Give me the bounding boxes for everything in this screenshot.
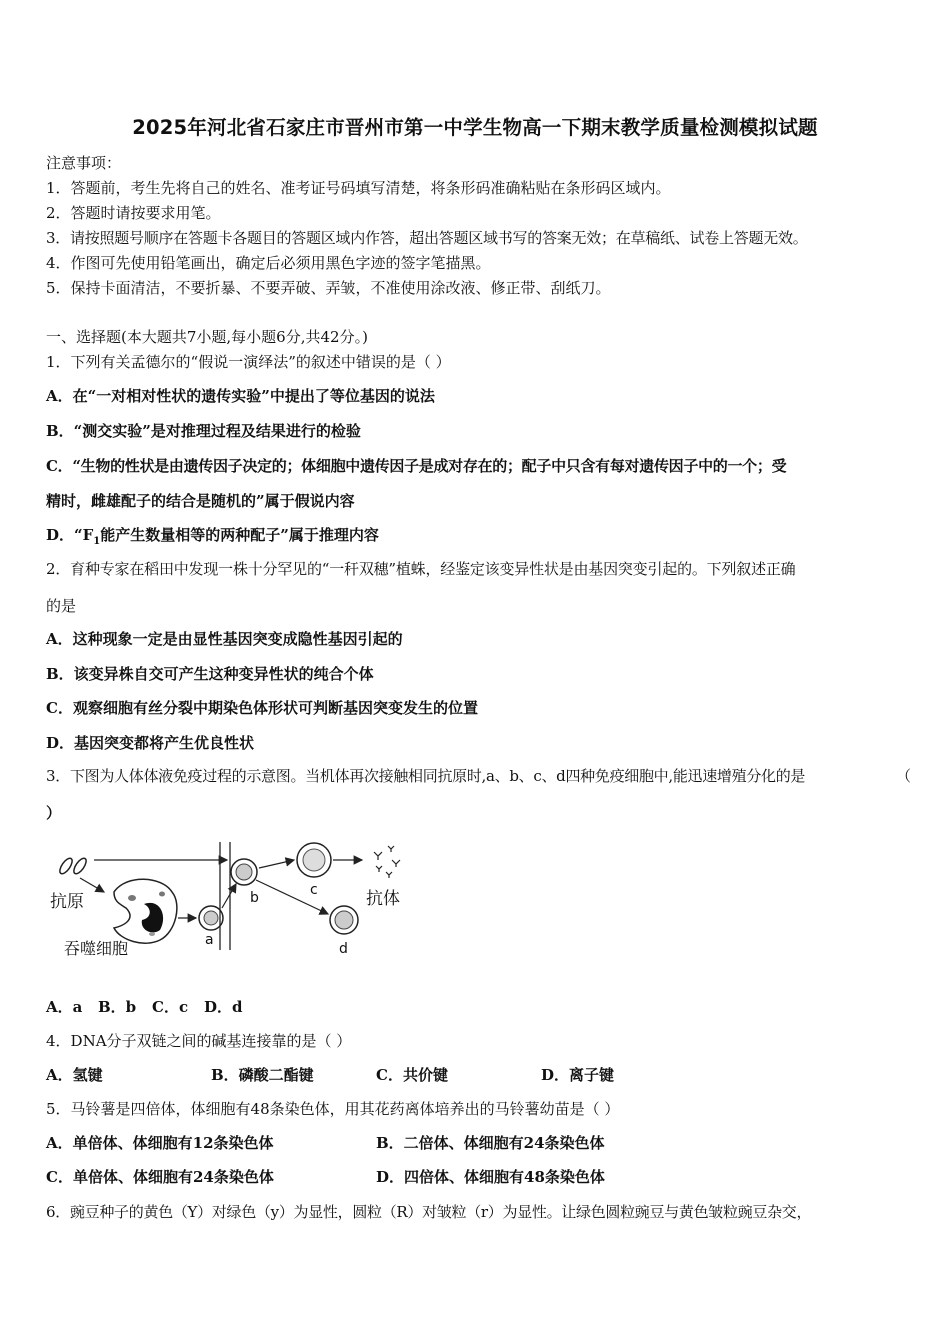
antigen-shape (58, 856, 89, 875)
q5-stem: 5．马铃薯是四倍体，体细胞有48条染色体，用其花药离体培养出的马铃薯幼苗是（ ） (46, 1100, 620, 1118)
q3-stem-line2: ） (46, 804, 62, 822)
notice-heading: 注意事项： (46, 154, 122, 172)
q3-option-c: C．c (152, 998, 189, 1016)
label-c: c (310, 882, 318, 898)
q3-option-a: A．a (46, 998, 83, 1016)
label-antigen: 抗原 (50, 892, 84, 912)
exam-title: 2025年河北省石家庄市晋州市第一中学生物高一下期末教学质量检测模拟试题 (132, 116, 818, 139)
immune-diagram-svg (44, 832, 414, 972)
q2-stem-line1: 2．育种专家在稻田中发现一株十分罕见的“一秆双穗”植蛛，经鉴定该变异性状是由基因突变引起的。下列叙述正确 (46, 560, 796, 578)
q1-option-d-pre: D．“F (46, 526, 94, 544)
q1-option-d-post: 能产生数量相等的两种配子”属于推理内容 (100, 526, 379, 544)
label-a: a (205, 932, 214, 948)
q3-option-b: B．b (98, 998, 137, 1016)
q3-stem-line1: 3．下图为人体体液免疫过程的示意图。当机体再次接触相同抗原时,a、b、c、d四种免疫细胞中,能迅速增殖分化的是 (46, 767, 806, 785)
cell-d (330, 906, 358, 934)
q4-option-c: C．共价键 (376, 1066, 448, 1084)
q4-option-a: A．氢键 (46, 1066, 103, 1084)
q5-option-c: C．单倍体、体细胞有24条染色体 (46, 1168, 274, 1186)
immune-diagram (44, 832, 414, 972)
q2-option-a: A．这种现象一定是由显性基因突变成隐性基因引起的 (46, 630, 403, 648)
q1-option-d (46, 525, 379, 552)
cell-b (231, 859, 257, 885)
q4-option-b: B．磷酸二酯键 (211, 1066, 314, 1084)
q1-option-b: B．“测交实验”是对推理过程及结果进行的检验 (46, 422, 361, 440)
antibody-shapes (374, 846, 400, 878)
arrow-b-to-c (259, 860, 294, 868)
q1-option-a: A．在“一对相对性状的遗传实验”中提出了等位基因的说法 (46, 387, 435, 405)
notice-item-3: 3．请按照题号顺序在答题卡各题目的答题区域内作答，超出答题区域书写的答案无效；在草稿纸、试卷上答题无效。 (46, 229, 808, 247)
q4-stem: 4．DNA分子双链之间的碱基连接靠的是（ ） (46, 1032, 352, 1050)
q2-option-c: C．观察细胞有丝分裂中期染色体形状可判断基因突变发生的位置 (46, 699, 478, 717)
q2-stem-line2: 的是 (46, 597, 77, 615)
label-d: d (339, 941, 348, 957)
q3-option-d: D．d (204, 998, 243, 1016)
q1-option-c-line1: C．“生物的性状是由遗传因子决定的；体细胞中遗传因子是成对存在的；配子中只含有每对遗传因子中的一个；受 (46, 457, 787, 475)
cell-c (297, 843, 331, 877)
q5-option-d: D．四倍体、体细胞有48条染色体 (376, 1168, 605, 1186)
q5-option-b: B．二倍体、体细胞有24条染色体 (376, 1134, 605, 1152)
notice-item-2: 2．答题时请按要求用笔。 (46, 204, 221, 222)
q1-option-d-sub: 1 (93, 536, 101, 547)
q1-option-c-line2: 精时，雌雄配子的结合是随机的”属于假说内容 (46, 492, 355, 510)
q4-option-d: D．离子键 (541, 1066, 615, 1084)
q2-option-b: B．该变异株自交可产生这种变异性状的纯合个体 (46, 665, 374, 683)
label-b: b (250, 890, 259, 906)
q5-option-a: A．单倍体、体细胞有12条染色体 (46, 1134, 274, 1152)
arrow-a-to-b (222, 884, 236, 908)
label-antibody: 抗体 (366, 889, 400, 909)
q2-option-d: D．基因突变都将产生优良性状 (46, 734, 255, 752)
label-phagocyte: 吞噬细胞 (64, 939, 129, 958)
notice-item-4: 4．作图可先使用铅笔画出，确定后必须用黑色字迹的签字笔描黑。 (46, 254, 491, 272)
section-heading: 一、选择题(本大题共7小题,每小题6分,共42分。) (46, 328, 368, 346)
q3-stem-paren-open: （ (896, 767, 912, 785)
notice-item-5: 5．保持卡面清洁，不要折暴、不要弄破、弄皱，不准使用涂改液、修正带、刮纸刀。 (46, 279, 611, 297)
q1-stem: 1．下列有关孟德尔的“假说一演绎法”的叙述中错误的是（ ） (46, 353, 451, 371)
notice-item-1: 1．答题前，考生先将自己的姓名、准考证号码填写清楚，将条形码准确粘贴在条形码区域内。 (46, 179, 671, 197)
phagocyte-cell (114, 879, 177, 943)
q6-stem: 6．豌豆种子的黄色（Y）对绿色（y）为显性，圆粒（R）对皱粒（r）为显性。让绿色圆粒豌豆与黄色皱粒豌豆杂交， (46, 1203, 812, 1221)
arrow-antigen-to-phagocyte (80, 878, 104, 892)
